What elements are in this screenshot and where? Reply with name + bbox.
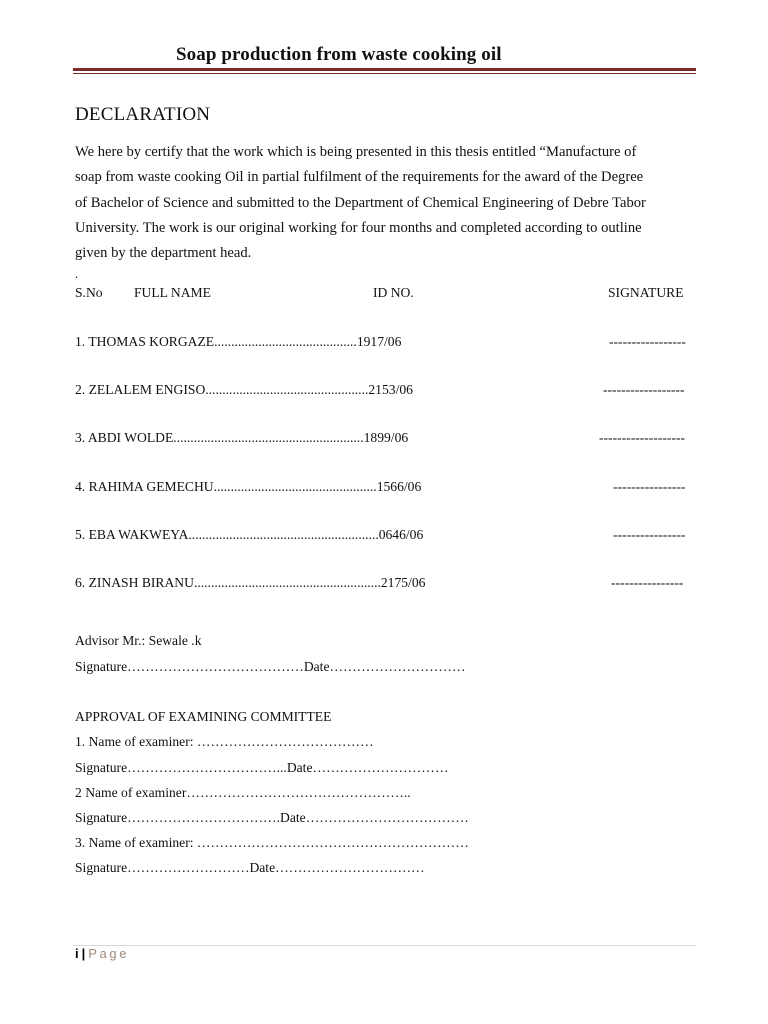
header-rule-thin (73, 73, 696, 74)
member-entry: 3. ABDI WOLDE........................................................1899/06 (75, 430, 409, 445)
declaration-paragraph (75, 140, 695, 266)
column-header-id: ID NO. (373, 285, 414, 300)
column-header-signature: SIGNATURE (608, 285, 684, 300)
declaration-line: of Bachelor of Science and submitted to the Department of Chemical Engineering of Debre Tabor (75, 194, 646, 211)
declaration-line: We here by certify that the work which is being presented in this thesis entitled “Manufacture of (75, 144, 637, 160)
member-signature-line: ---------------- (613, 527, 686, 542)
examiner-1-name-line: 1. Name of examiner: ………………………………… (75, 734, 374, 749)
declaration-heading: DECLARATION (75, 104, 211, 125)
member-signature-line: ------------------ (603, 382, 685, 397)
advisor-label: Advisor Mr.: Sewale .k (75, 633, 202, 648)
approval-heading: APPROVAL OF EXAMINING COMMITTEE (75, 709, 332, 724)
member-entry: 6. ZINASH BIRANU.......................................................2175/06 (75, 575, 426, 590)
page-label: Page (88, 946, 130, 961)
declaration-line: given by the department head. (75, 245, 252, 262)
stray-period: . (75, 266, 79, 281)
examiner-2-signature-line: Signature…………………………….Date……………………………… (75, 810, 469, 825)
advisor-signature-line: Signature…………………………………Date………………………… (75, 659, 466, 674)
member-entry: 5. EBA WAKWEYA........................................................0646/06 (75, 527, 424, 542)
member-entry: 2. ZELALEM ENGISO................................................2153/06 (75, 382, 413, 397)
declaration-line: University. The work is our original working for four months and completed according to outline (75, 219, 642, 236)
member-signature-line: ---------------- (613, 479, 686, 494)
page-footer (75, 946, 129, 961)
header-rule-thick (73, 68, 696, 71)
examiner-2-name-line: 2 Name of examiner………………………………………….. (75, 785, 411, 800)
member-entry: 4. RAHIMA GEMECHU................................................1566/06 (75, 479, 422, 494)
declaration-line: soap from waste cooking Oil in partial fulfilment of the requirements for the award of the Degree (75, 169, 644, 186)
member-entry: 1. THOMAS KORGAZE..........................................1917/06 (75, 334, 402, 349)
member-signature-line: ----------------- (609, 334, 686, 349)
footer-separator: | (81, 946, 86, 961)
page-number: i (75, 946, 79, 961)
column-header-full-name: FULL NAME (134, 285, 211, 300)
footer-rule (73, 945, 696, 946)
document-header-title: Soap production from waste cooking oil (176, 44, 502, 65)
examiner-3-signature-line: Signature………………………Date…………………………… (75, 860, 425, 875)
examiner-3-name-line: 3. Name of examiner: …………………………………………………… (75, 835, 469, 850)
member-signature-line: ---------------- (611, 575, 684, 590)
examiner-1-signature-line: Signature……………………………...Date………………………… (75, 760, 449, 775)
member-signature-line: ------------------- (599, 430, 686, 445)
column-header-sno: S.No (75, 285, 103, 300)
